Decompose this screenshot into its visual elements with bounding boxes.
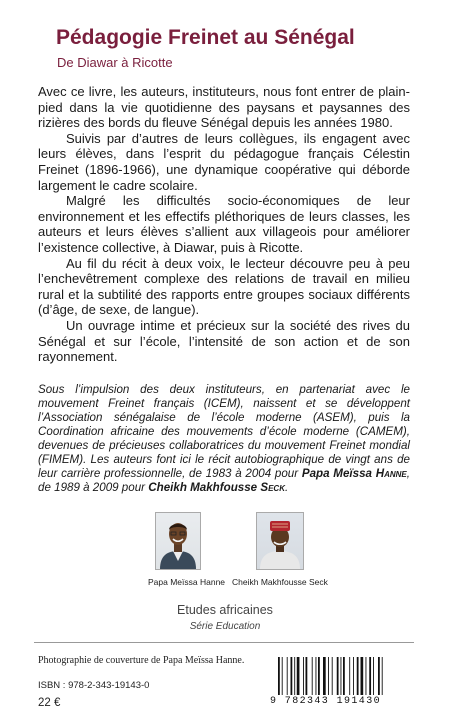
isbn: ISBN : 978-2-343-19143-0: [38, 680, 150, 691]
summary-text: [38, 84, 410, 365]
summary-paragraph-1: Avec ce livre, les auteurs, instituteurs, nous font entrer de plain-pied dans la vie quotidienne des paysans et paysannes des rizières des bords du fleuve Sénégal depuis les années 1980.: [38, 84, 410, 131]
barcode-icon: [276, 657, 418, 695]
summary-paragraph-3: Malgré les difficultés socio-économiques de leur environnement et les effectifs pléthoriques de leurs classes, les auteurs et leurs élèves s’allient aux villageois pour améliorer l’existence collective, à Diawar, puis à Ricotte.: [38, 193, 410, 255]
divider: [34, 642, 414, 643]
author1-portrait-icon: [156, 513, 200, 569]
price: 22 €: [38, 697, 61, 709]
author1-photo: [155, 512, 201, 570]
author2-last-name: Seck: [260, 481, 285, 494]
book-title: Pédagogie Freinet au Sénégal: [56, 26, 355, 49]
summary-paragraph-5: Un ouvrage intime et précieux sur la société des rives du Sénégal et sur l’école, l’intensité de son action et de son rayonnement.: [38, 317, 410, 365]
author2-first-name: Cheikh Makhfousse: [148, 481, 261, 494]
author2-caption: Cheikh Makhfousse Seck: [232, 577, 328, 587]
summary-paragraph-4: Au fil du récit à deux voix, le lecteur découvre peu à peu l’enchevêtrement complexe des relations de travail en milieu rural et la subtilité des rapports entre groupes sociaux différents (d’âge, de sexe, de langue).: [38, 255, 410, 318]
photo-credit: Photographie de couverture de Papa Meïssa Hanne.: [38, 655, 245, 666]
book-subtitle: De Diawar à Ricotte: [57, 55, 173, 70]
authors-note-text-1: Sous l’impulsion des deux instituteurs, en partenariat avec le mouvement Freinet français (ICEM), naissent et se développent l’Association sénégalaise de l’école moderne (ASEM), puis la Coordination africaine des mouvements d’école moderne (CAMEM), devenues de précieuses collaboratrices du mouvement Freinet mondial (FIMEM). Les auteurs font ici le récit autobiographique de vingt ans de leur carrière professionnelle, de 1983 à 2004 pour: [38, 383, 410, 480]
author1-first-name: Papa Meïssa: [301, 467, 376, 480]
authors-note-text-3: .: [284, 481, 289, 494]
author2-name: [148, 481, 285, 494]
author1-caption: Papa Meïssa Hanne: [148, 577, 226, 587]
author2-portrait-icon: [257, 513, 303, 569]
author1-last-name: Hanne: [375, 467, 407, 480]
author1-name: [302, 467, 407, 480]
summary-paragraph-2: Suivis par d’autres de leurs collègues, ils engagent avec leurs élèves, dans l’esprit du pédagogue français Célestin Freinet (1896-1966), une dynamique coopérative qui déborde largement le cadre scolaire.: [38, 130, 410, 193]
authors-note: [38, 383, 410, 495]
series-name: Etudes africaines: [177, 603, 273, 617]
barcode-number: 9 782343 191430: [270, 696, 382, 707]
series-subtitle: Série Education: [189, 621, 261, 632]
author2-photo: [256, 512, 304, 570]
authors-note-text-2: , de 1989 à 2009 pour: [38, 467, 410, 494]
